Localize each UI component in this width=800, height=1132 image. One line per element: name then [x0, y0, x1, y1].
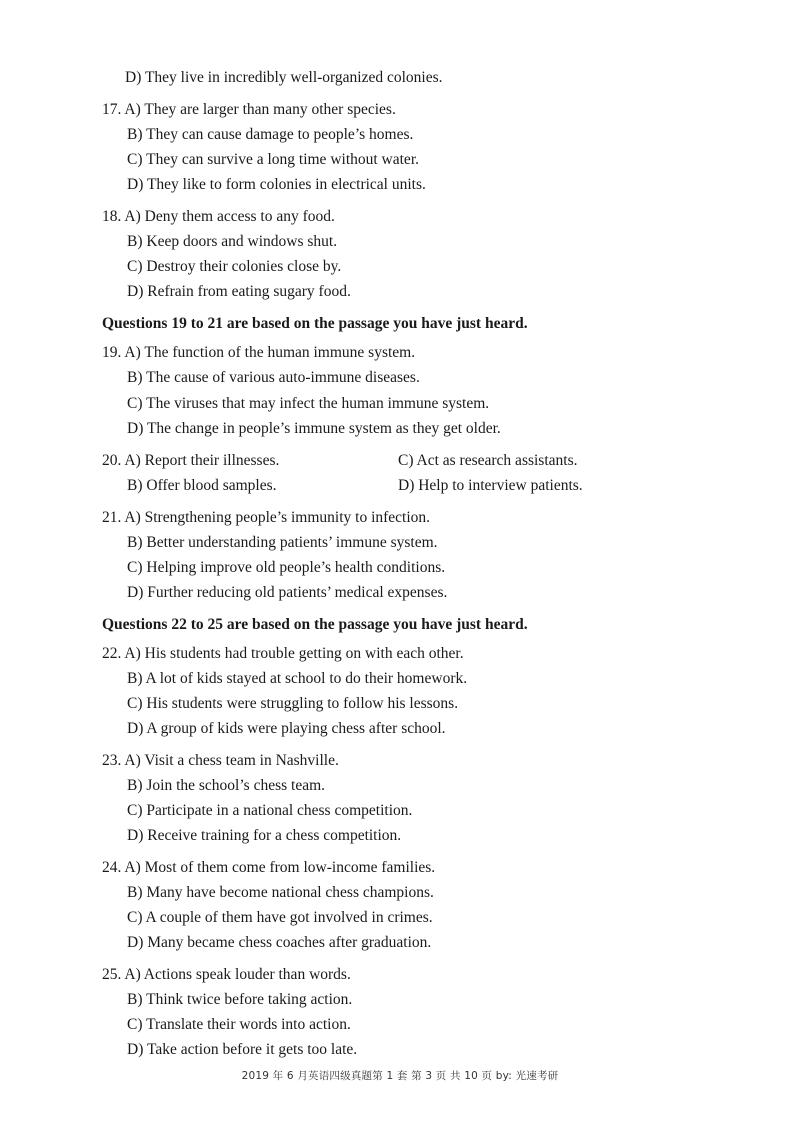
q23-option-a: 23. A) Visit a chess team in Nashville. [102, 752, 339, 769]
q18-option-b: B) Keep doors and windows shut. [127, 233, 338, 250]
q25-option-a: 25. A) Actions speak louder than words. [102, 966, 351, 983]
section-heading-19-21: Questions 19 to 21 are based on the passage you have just heard. [102, 315, 528, 332]
q25-option-b: B) Think twice before taking action. [127, 991, 353, 1008]
q22-option-c: C) His students were struggling to follow his lessons. [127, 695, 459, 712]
q20-option-d: D) Help to interview patients. [398, 477, 583, 494]
q20-option-a: 20. A) Report their illnesses. [102, 452, 280, 469]
q19-option-b: B) The cause of various auto-immune diseases. [127, 369, 420, 386]
q19-option-c: C) The viruses that may infect the human immune system. [127, 395, 490, 412]
q16-option-d: D) They live in incredibly well-organized colonies. [125, 69, 443, 86]
q22-option-d: D) A group of kids were playing chess after school. [127, 720, 446, 737]
q18-option-c: C) Destroy their colonies close by. [127, 258, 342, 275]
q21-option-b: B) Better understanding patients’ immune system. [127, 534, 438, 551]
q21-option-d: D) Further reducing old patients’ medical expenses. [127, 584, 448, 601]
q23-option-b: B) Join the school’s chess team. [127, 777, 326, 794]
q21-option-c: C) Helping improve old people’s health conditions. [127, 559, 446, 576]
page-footer: 2019 年 6 月英语四级真题第 1 套 第 3 页 共 10 页 by: 光速考研 [241, 1070, 559, 1082]
q23-option-c: C) Participate in a national chess competition. [127, 802, 413, 819]
q25-option-c: C) Translate their words into action. [127, 1016, 351, 1033]
q19-option-d: D) The change in people’s immune system as they get older. [127, 420, 501, 437]
q24-option-d: D) Many became chess coaches after graduation. [127, 934, 432, 951]
q23-option-d: D) Receive training for a chess competition. [127, 827, 402, 844]
q17-option-b: B) They can cause damage to people’s homes. [127, 126, 414, 143]
q24-option-b: B) Many have become national chess champions. [127, 884, 434, 901]
q19-option-a: 19. A) The function of the human immune system. [102, 344, 416, 361]
q17-option-c: C) They can survive a long time without water. [127, 151, 419, 168]
q18-option-d: D) Refrain from eating sugary food. [127, 283, 351, 300]
q22-option-b: B) A lot of kids stayed at school to do their homework. [127, 670, 468, 687]
q17-option-a: 17. A) They are larger than many other species. [102, 101, 396, 118]
section-heading-22-25: Questions 22 to 25 are based on the passage you have just heard. [102, 616, 528, 633]
q17-option-d: D) They like to form colonies in electrical units. [127, 176, 426, 193]
q22-option-a: 22. A) His students had trouble getting on with each other. [102, 645, 464, 662]
q25-option-d: D) Take action before it gets too late. [127, 1041, 358, 1058]
q20-option-c: C) Act as research assistants. [398, 452, 578, 469]
q21-option-a: 21. A) Strengthening people’s immunity to infection. [102, 509, 431, 526]
q18-option-a: 18. A) Deny them access to any food. [102, 208, 335, 225]
q24-option-a: 24. A) Most of them come from low-income families. [102, 859, 436, 876]
q24-option-c: C) A couple of them have got involved in crimes. [127, 909, 433, 926]
q20-option-b: B) Offer blood samples. [127, 477, 277, 494]
